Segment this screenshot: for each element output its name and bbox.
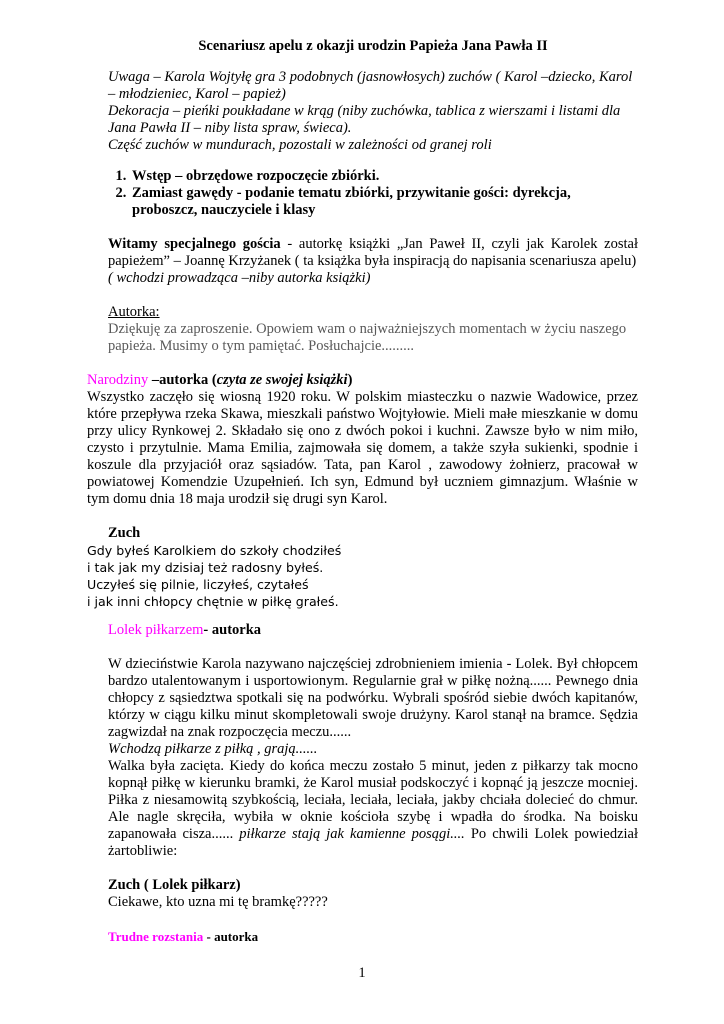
lolek-text-1: W dzieciństwie Karola nazywano najczęściej zdrobnieniem imienia - Lolek. Był chłopcem bardzo utalentowanym i usportowionym. Regularnie grał w piłkę nożną...... Pewnego dnia chłopcy z sąsiedztwa spotkali się na podwórku. Wybrali spośród siebie dwóch kapitanów, którzy w ciągu kilku minut skompletowali swoje drużyny. Karol stanął na bramce. Sędzia zagwizdał na znak rozpoczęcia meczu...... — [108, 656, 638, 740]
poem-line: i jak inni chłopcy chętnie w piłkę grałeś. — [87, 594, 339, 609]
lolek-heading-pink: Lolek piłkarzem — [108, 622, 204, 638]
agenda-item: 1. Wstęp – obrzędowe rozpoczęcie zbiórki. — [130, 168, 638, 185]
welcome-paragraph — [108, 236, 638, 270]
intro-costumes: Część zuchów w mundurach, pozostali w zależności od granej roli — [108, 137, 492, 153]
agenda-item: 2. Zamiast gawędy - podanie tematu zbiórki, przywitanie gości: dyrekcja, proboszcz, nauczyciele i klasy — [130, 185, 638, 219]
zuch-label: Zuch — [108, 525, 141, 541]
welcome-text: - autorkę książki „Jan Paweł II, czyli jak Karolek został papieżem” – Joannę Krzyżanek ( ta książka była inspiracją do napisania scenariusza apelu) — [108, 236, 639, 269]
lolek-heading: Lolek piłkarzem- autorka — [108, 622, 262, 638]
page-number: 1 — [358, 965, 366, 981]
trudne-heading-pink: Trudne rozstania — [108, 929, 204, 944]
zuch2-line: Ciekawe, kto uzna mi tę bramkę????? — [108, 894, 328, 910]
intro-note: Uwaga – Karola Wojtyłę gra 3 podobnych (jasnowłosych) zuchów ( Karol –dziecko, Karol – młodzieniec, Karol – papież) — [108, 69, 633, 102]
lolek-text-2: Walka była zacięta. Kiedy do końca meczu zostało 5 minut, jeden z piłkarzy tak mocno kopnął piłkę w kierunku bramki, że Karol musiał podskoczyć i kopnąć ją jeszcze mocniej. Piłka z niesamowitą szybkością, leciała, leciała, leciała, jakby chciała dolecieć do chmur. Ale nagle skręciła, wybiła w oknie kościoła szybę i wpadła do środka. Na boisku zapanowała cisza...... piłkarze stają jak kamienne posągi.... Po chwili Lolek powiedział żartobliwie: — [108, 758, 638, 859]
poem-line: Uczyłeś się pilnie, liczyłeś, czytałeś — [87, 577, 309, 592]
autorka-label: Autorka: — [108, 304, 160, 320]
narodziny-text: Wszystko zaczęło się wiosną 1920 roku. W polskim miasteczku o nazwie Wadowice, przez które przepływa rzeka Skawa, mieszkali państwo Wojtyłowie. Mieli małe mieszkanie w domu przy ulicy Rynkowej 2. Składało się ono z dwóch pokoi i kuchni. Zawsze było w nim miło, czysto i przytulnie. Mama Emilia, zajmowała się domem, a także szyła sukienki, spodnie i koszule dla przyjaciół oraz sąsiadów. Tata, pan Karol , zawodowy żołnierz, pracował w powiatowej Komendzie Uzupełnień. Ich syn, Edmund był uczniem gimnazjum. Właśnie w tym domu dnia 18 maja urodził się drugi syn Karol. — [87, 389, 638, 507]
lolek-stage-note: Wchodzą piłkarze z piłką , grają...... — [108, 741, 318, 757]
document-page — [87, 38, 639, 945]
autorka-text: Dziękuję za zaproszenie. Opowiem wam o najważniejszych momentach w życiu naszego papieża. Musimy o tym pamiętać. Posłuchajcie......... — [108, 321, 627, 354]
intro-decoration: Dekoracja – pieńki poukładane w krąg (niby zuchówka, tablica z wierszami i listami dla Jana Pawła II – niby lista spraw, świeca). — [108, 103, 621, 136]
agenda-list — [108, 168, 638, 219]
poem-line: i tak jak my dzisiaj też radosny byłeś. — [87, 560, 324, 575]
poem-line: Gdy byłeś Karolkiem do szkoły chodziłeś — [87, 543, 342, 558]
welcome-lead: Witamy specjalnego gościa — [108, 236, 281, 252]
narodziny-heading: Narodziny –autorka (czyta ze swojej książki) — [87, 372, 353, 388]
narodziny-heading-pink: Narodziny — [87, 372, 149, 388]
document-title: Scenariusz apelu z okazji urodzin Papieża Jana Pawła II — [198, 38, 548, 54]
zuch2-label: Zuch ( Lolek piłkarz) — [108, 877, 241, 893]
zuch-poem — [87, 542, 638, 610]
welcome-stage-note: ( wchodzi prowadząca –niby autorka książki) — [108, 270, 371, 286]
trudne-heading: Trudne rozstania - autorka — [108, 929, 259, 944]
